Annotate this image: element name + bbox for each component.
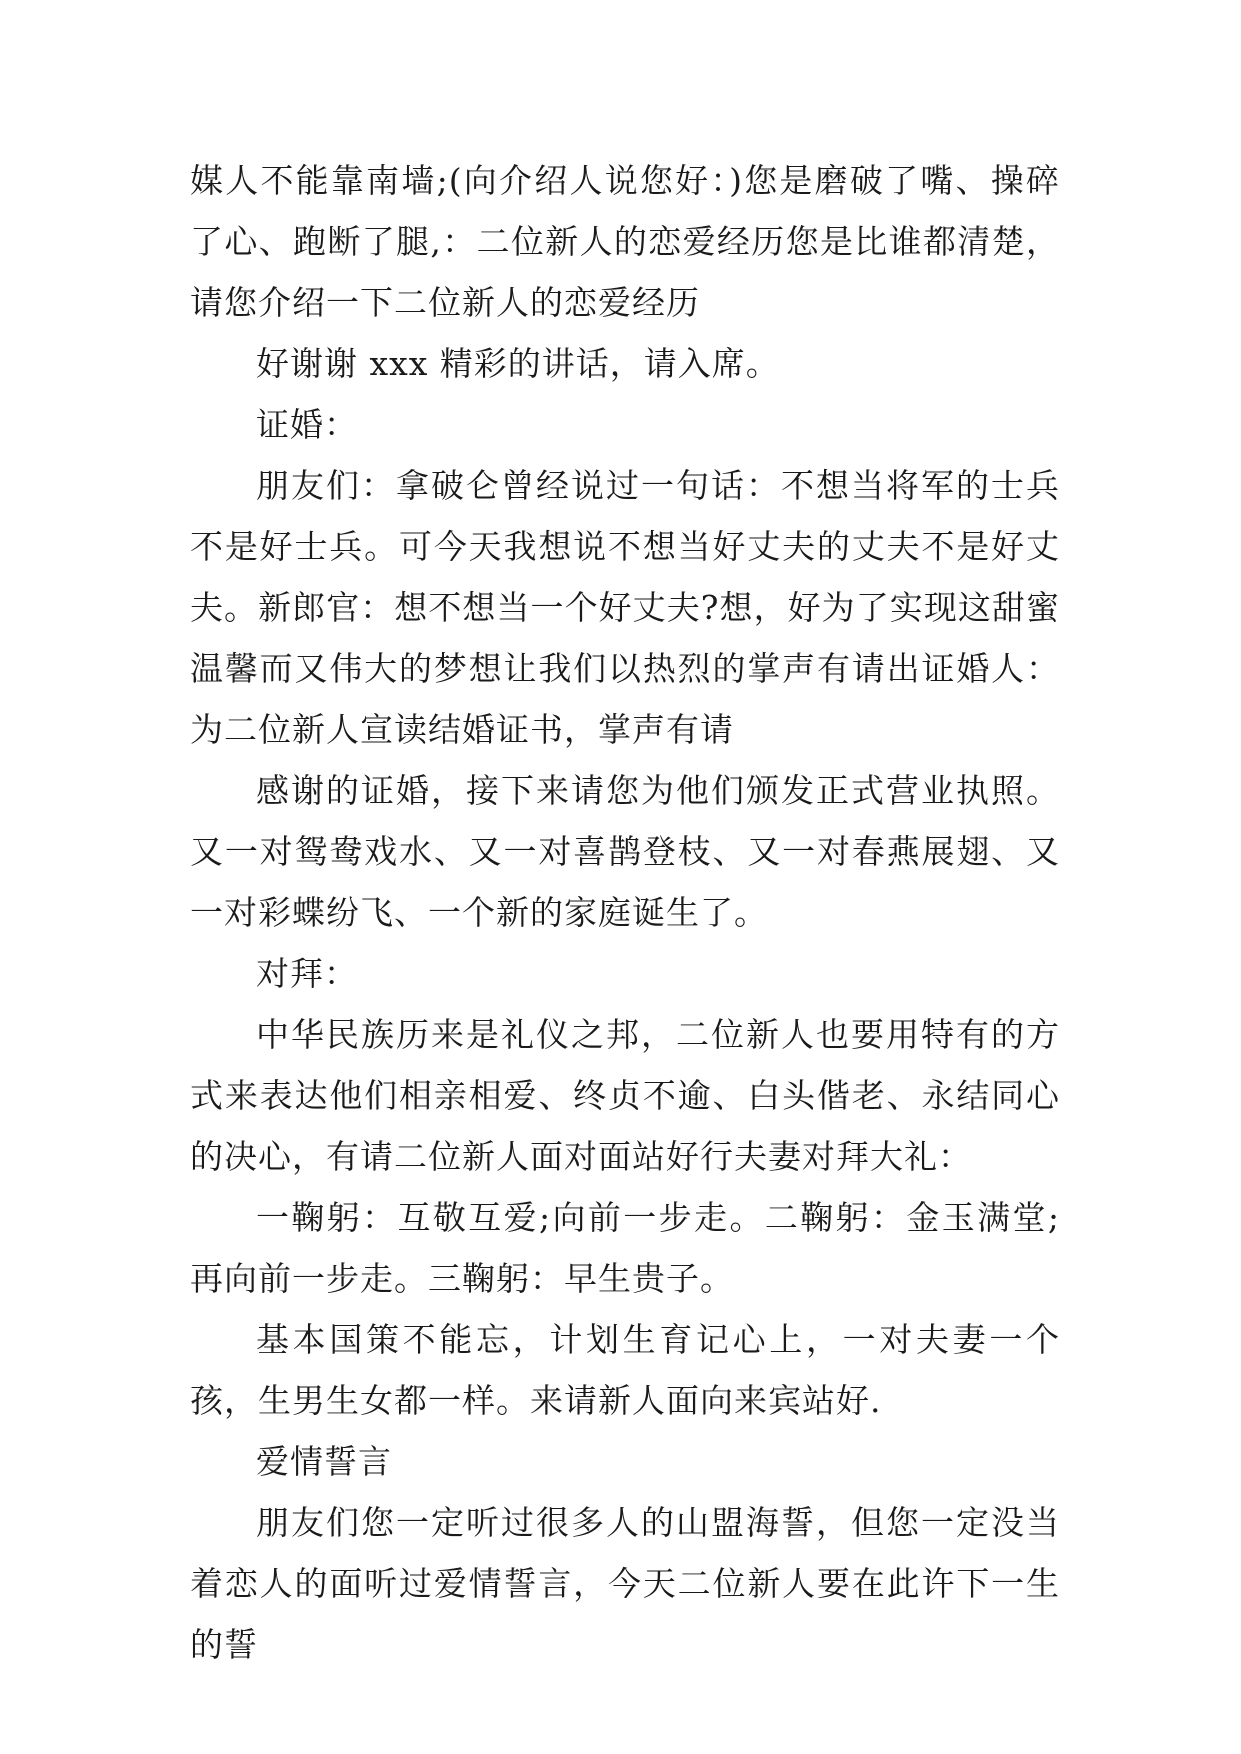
paragraph-matchmaker: 媒人不能靠南墙;(向介绍人说您好：)您是磨破了嘴、操碎了心、跑断了腿,：二位新人的恋爱经历您是比谁都清楚，请您介绍一下二位新人的恋爱经历 bbox=[190, 161, 1060, 322]
heading-mutual-bow: 对拜： bbox=[256, 954, 358, 993]
paragraph-bows: 一鞠躬：互敬互爱;向前一步走。二鞠躬：金玉满堂;再向前一步走。三鞠躬：早生贵子。 bbox=[190, 1198, 1060, 1298]
paragraph-etiquette: 中华民族历来是礼仪之邦，二位新人也要用特有的方式来表达他们相亲相爱、终贞不逾、白头偕老、永结同心的决心，有请二位新人面对面站好行夫妻对拜大礼： bbox=[190, 1015, 1060, 1176]
document-body bbox=[190, 150, 1060, 1675]
paragraph-thanks: 好谢谢 xxx 精彩的讲话，请入席。 bbox=[256, 344, 780, 383]
paragraph-national-policy: 基本国策不能忘，计划生育记心上，一对夫妻一个孩，生男生女都一样。来请新人面向来宾站好. bbox=[190, 1320, 1060, 1420]
paragraph-friends-napoleon: 朋友们：拿破仑曾经说过一句话：不想当将军的士兵不是好士兵。可今天我想说不想当好丈夫的丈夫不是好丈夫。新郎官：想不想当一个好丈夫?想，好为了实现这甜蜜温馨而又伟大的梦想让我们以热烈的掌声有请出证婚人：为二位新人宣读结婚证书，掌声有请 bbox=[190, 466, 1060, 749]
paragraph-thanks-officiation: 感谢的证婚，接下来请您为他们颁发正式营业执照。又一对鸳鸯戏水、又一对喜鹊登枝、又一对春燕展翅、又一对彩蝶纷飞、一个新的家庭诞生了。 bbox=[190, 771, 1060, 932]
heading-love-vows: 爱情誓言 bbox=[256, 1442, 392, 1481]
heading-officiation: 证婚： bbox=[256, 405, 358, 444]
paragraph-vows: 朋友们您一定听过很多人的山盟海誓，但您一定没当着恋人的面听过爱情誓言，今天二位新人要在此许下一生的誓 bbox=[190, 1503, 1060, 1664]
